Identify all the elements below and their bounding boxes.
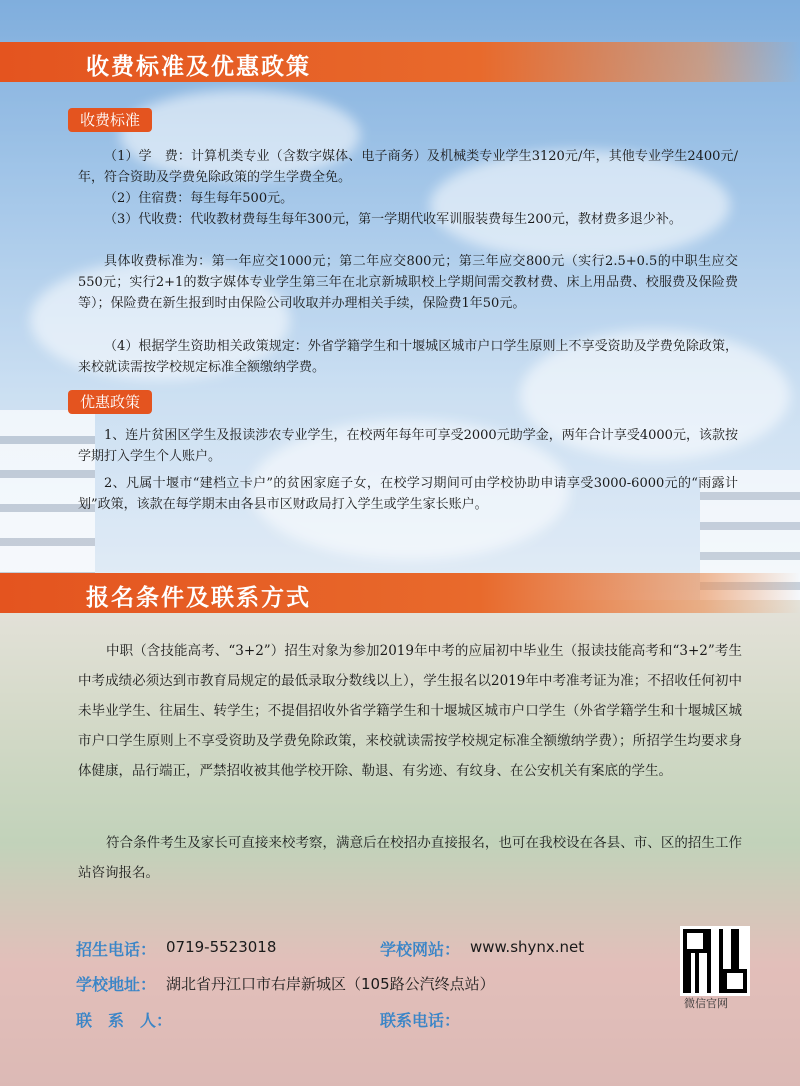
contact-phone-label: 联系电话： (380, 1011, 461, 1030)
website-label: 学校网站： (380, 940, 461, 959)
website-link[interactable]: www.shynx.net (470, 938, 585, 956)
fees-paragraph: （4）根据学生资助相关政策规定：外省学籍学生和十堰城区城市户口学生原则上不享受资助及学费免除政策，来校就读需按学校规定标准全额缴纳学费。 (78, 339, 738, 375)
address-value: 湖北省丹江口市右岸新城区（105路公汽终点站） (166, 975, 495, 993)
qr-code-icon (683, 929, 747, 993)
discount-paragraph: 2、凡属十堰市“建档立卡户”的贫困家庭子女，在校学习期间可由学校协助申请享受3000-6000元的“雨露计划”政策，该款在每学期末由各县市区财政局打入学生或学生家长账户。 (78, 476, 738, 512)
contact-person-label: 联 系 人： (76, 1011, 173, 1030)
fees-paragraph: （2）住宿费：每生每年500元。 (104, 191, 294, 206)
section-title: 收费标准及优惠政策 (86, 54, 311, 80)
address-label: 学校地址： (76, 975, 157, 994)
wechat-qr-code[interactable] (680, 926, 750, 996)
fees-paragraph: （1）学 费：计算机类专业（含数字媒体、电子商务）及机械类专业学生3120元/年，其他专业学生2400元/年，符合资助及学费免除政策的学生学费全免。 (78, 149, 738, 185)
section-header-fees (0, 42, 800, 82)
enrollment-paragraph: 中职（含技能高考、“3+2”）招生对象为参加2019年中考的应届初中毕业生（报读技能高考和“3+2”考生中考成绩必须达到市教育局规定的最低录取分数线以上），学生报名以2019年中考准考证为准；不招收任何初中未毕业学生、往届生、转学生；不提倡招收外省学籍学生和十堰城区城市户口学生（外省学籍学生和十堰城区城市户口学生原则上不享受资助及学费免除政策，来校就读需按学校规定标准全额缴纳学费）；所招学生均要求身体健康，品行端正，严禁招收被其他学校开除、勒退、有劣迹、有纹身、在公安机关有案底的学生。 (78, 643, 742, 779)
fees-tag: 收费标准 (68, 108, 152, 132)
discount-paragraph: 1、连片贫困区学生及报读涉农专业学生，在校两年每年可享受2000元助学金，两年合计享受4000元，该款按学期打入学生个人账户。 (78, 428, 738, 464)
phone-value[interactable]: 0719-5523018 (166, 938, 277, 956)
fees-paragraph: 具体收费标准为：第一年应交1000元；第二年应交800元；第三年应交800元（实行2.5+0.5的中职生应交550元；实行2+1的数字媒体专业学生第三年在北京新城职校上学期间需交教材费、床上用品费、校服费及保险费等）；保险费在新生报到时由保险公司收取并办理相关手续，保险费1年50元。 (78, 254, 738, 311)
discount-tag: 优惠政策 (68, 390, 152, 414)
fees-paragraph: （3）代收费：代收教材费每生每年300元，第一学期代收军训服装费每生200元，教材费多退少补。 (104, 212, 682, 227)
section-header-enrollment (0, 573, 800, 613)
section-title: 报名条件及联系方式 (86, 585, 311, 611)
enrollment-paragraph: 符合条件考生及家长可直接来校考察，满意后在校招办直接报名，也可在我校设在各县、市、区的招生工作站咨询报名。 (78, 835, 742, 881)
qr-caption: 微信官网 (684, 997, 728, 1010)
phone-label: 招生电话： (76, 940, 157, 959)
